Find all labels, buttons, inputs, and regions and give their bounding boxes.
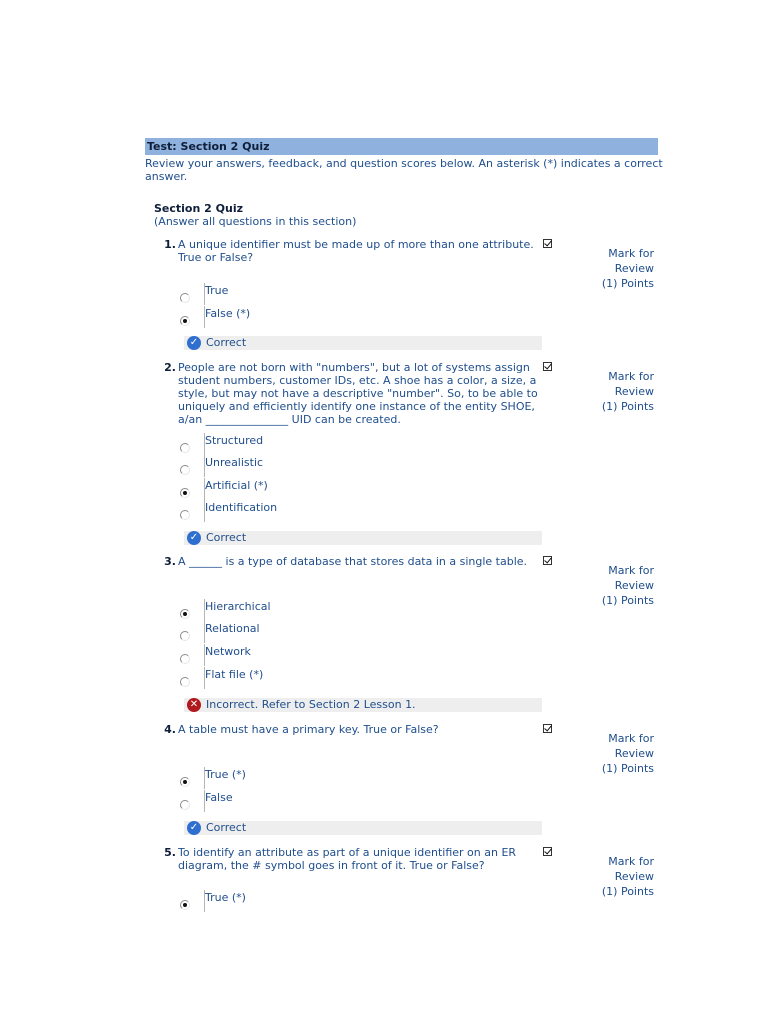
radio-button[interactable] [180,631,190,641]
radio-button-selected[interactable] [180,777,190,787]
option-label: True [205,284,229,297]
feedback-correct [184,336,542,350]
radio-button[interactable] [180,293,190,303]
question-text: A ______ is a type of database that stores data in a single table. [178,555,528,568]
mark-for-review-checkbox[interactable] [543,724,552,733]
section-subtitle: (Answer all questions in this section) [154,215,357,228]
option-identification[interactable] [180,501,480,528]
feedback-text: Correct [206,336,247,349]
question-number: 2. [164,361,176,374]
question-text: A unique identifier must be made up of more than one attribute. True or False? [178,238,534,264]
question-text: A table must have a primary key. True or False? [178,723,439,736]
instructions-text: Review your answers, feedback, and question scores below. An asterisk (*) indicates a correct answer. [145,157,663,183]
test-title: Test: Section 2 Quiz [147,140,270,153]
option-label: Identification [205,501,278,514]
question-number: 5. [164,846,176,859]
check-icon: ✓ [187,531,201,545]
radio-button[interactable] [180,677,190,687]
mark-for-review-label: Mark for Review [608,370,654,398]
radio-button[interactable] [180,465,190,475]
option-label: True (*) [205,891,246,904]
option-label: Hierarchical [205,600,271,613]
radio-button-selected[interactable] [180,900,190,910]
option-true[interactable] [180,891,480,918]
check-icon: ✓ [187,336,201,350]
mark-for-review-checkbox[interactable] [543,556,552,565]
option-label: Relational [205,622,260,635]
radio-button[interactable] [180,443,190,453]
radio-button-selected[interactable] [180,316,190,326]
question-number: 3. [164,555,176,568]
option-label: False [205,791,233,804]
question-points: (1) Points [601,885,654,898]
option-label: Network [205,645,251,658]
feedback-text: Correct [206,821,247,834]
mark-for-review [570,854,654,899]
feedback-incorrect [184,698,542,712]
question-number: 1. [164,238,176,251]
option-label: True (*) [205,768,246,781]
question-number: 4. [164,723,176,736]
radio-button[interactable] [180,510,190,520]
mark-for-review-label: Mark for Review [608,247,654,275]
option-label: Flat file (*) [205,668,264,681]
option-label: Unrealistic [205,456,264,469]
option-flat-file[interactable] [180,668,480,695]
x-icon: ✕ [187,698,201,712]
radio-button[interactable] [180,654,190,664]
question-text: People are not born with "numbers", but a lot of systems assign student numbers, customer IDs, etc. A shoe has a color, a size, a style, but may not have a descriptive "number". So, to be able to uniquely and efficiently identify one instance of the entity SHOE, a/an _______________ UID can be created. [178,361,538,426]
option-label: Structured [205,434,264,447]
option-false[interactable] [180,307,480,334]
feedback-correct [184,821,542,835]
test-title-bar [145,138,658,155]
feedback-text: Incorrect. Refer to Section 2 Lesson 1. [206,698,416,711]
mark-for-review [570,731,654,776]
mark-for-review [570,563,654,608]
section-title: Section 2 Quiz [154,202,243,215]
mark-for-review [570,369,654,414]
mark-for-review-checkbox[interactable] [543,239,552,248]
question-points: (1) Points [601,277,654,290]
question-points: (1) Points [601,400,654,413]
check-icon: ✓ [187,821,201,835]
mark-for-review-checkbox[interactable] [543,362,552,371]
question-points: (1) Points [601,594,654,607]
question-points: (1) Points [601,762,654,775]
radio-button[interactable] [180,800,190,810]
question-text: To identify an attribute as part of a unique identifier on an ER diagram, the # symbol goes in front of it. True or False? [178,846,517,872]
radio-button-selected[interactable] [180,488,190,498]
feedback-correct [184,531,542,545]
mark-for-review [570,246,654,291]
mark-for-review-label: Mark for Review [608,855,654,883]
mark-for-review-label: Mark for Review [608,732,654,760]
feedback-text: Correct [206,531,247,544]
radio-button-selected[interactable] [180,609,190,619]
mark-for-review-checkbox[interactable] [543,847,552,856]
mark-for-review-label: Mark for Review [608,564,654,592]
option-label: Artificial (*) [205,479,268,492]
option-label: False (*) [205,307,251,320]
option-false[interactable] [180,791,480,818]
